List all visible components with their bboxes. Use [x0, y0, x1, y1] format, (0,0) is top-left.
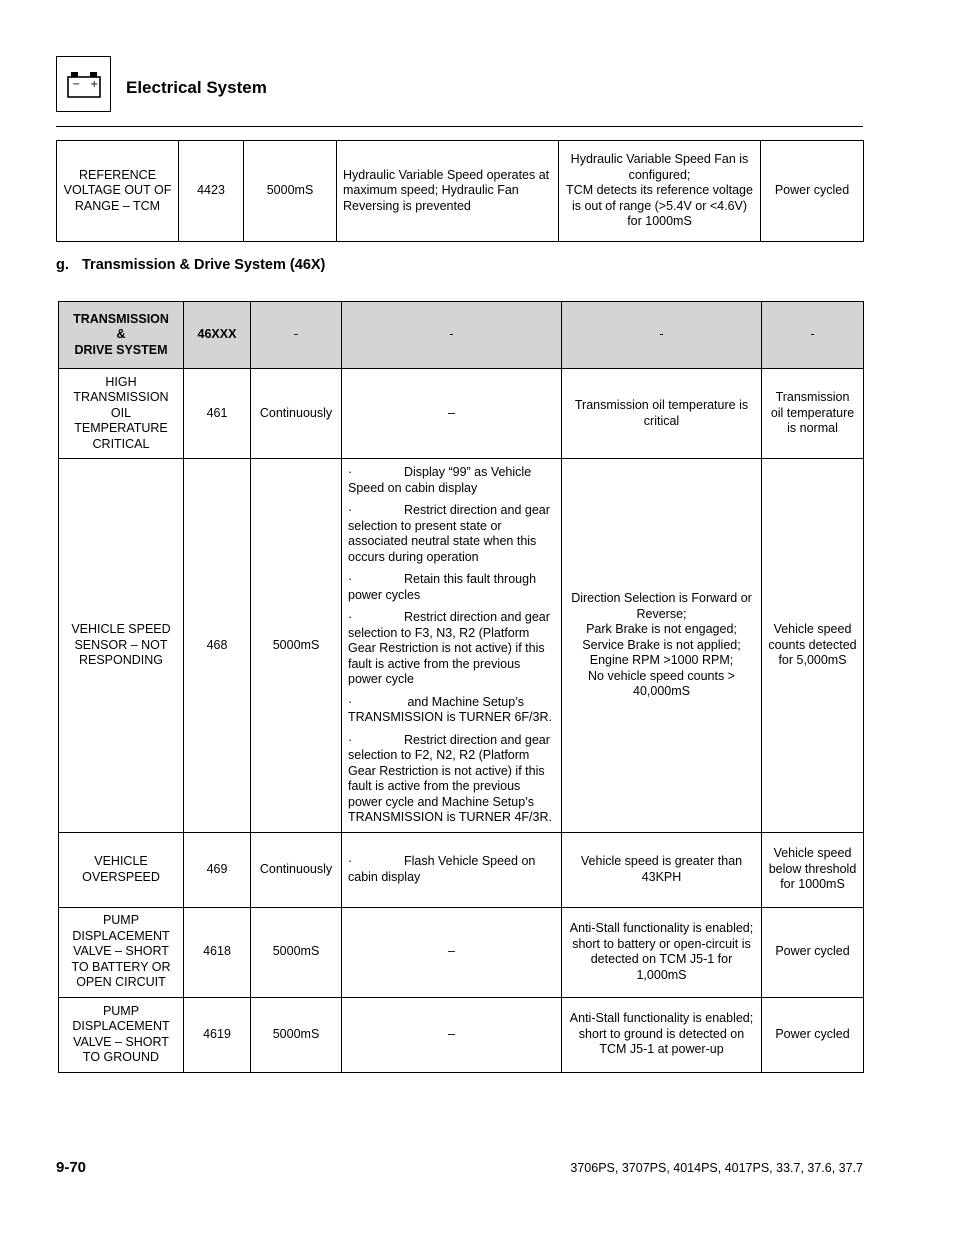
bullet-dot: · [348, 572, 353, 586]
action-bullet [348, 733, 555, 826]
fault-time: 5000mS [251, 997, 342, 1072]
fault-action: Hydraulic Variable Speed operates at maximum speed; Hydraulic Fan Reversing is prevented [337, 141, 559, 242]
subsection-letter: g. [56, 257, 69, 273]
fault-action-list [342, 459, 562, 833]
action-text: Display “99” as Vehicle Speed on cabin display [348, 465, 532, 495]
fault-reset: Power cycled [762, 907, 864, 997]
action-text: Restrict direction and gear selection to F3, N3, R2 (Platform Gear Restriction is not active) if this fault is active from the previous power cycle [348, 610, 550, 686]
header-divider [56, 126, 863, 127]
fault-name: VEHICLE SPEED SENSOR – NOT RESPONDING [59, 459, 184, 833]
bullet-dot: · [348, 694, 353, 709]
table-row [59, 907, 864, 997]
header-dash: - [342, 302, 562, 369]
header-line: & [116, 327, 126, 342]
table-row [59, 459, 864, 833]
action-bullet [348, 695, 555, 726]
model-list: 3706PS, 3707PS, 4014PS, 4017PS, 33.7, 37.6, 37.7 [570, 1161, 863, 1175]
condition-line: Engine RPM >1000 RPM; [589, 653, 734, 667]
section-title: Electrical System [126, 78, 267, 97]
bullet-dot: · [348, 465, 353, 479]
fault-name: PUMP DISPLACEMENT VALVE – SHORT TO BATTERY OR OPEN CIRCUIT [59, 907, 184, 997]
page-number: 9-70 [56, 1159, 87, 1176]
fault-time: 5000mS [251, 907, 342, 997]
fault-condition [562, 459, 762, 833]
fault-reset: Power cycled [761, 141, 864, 242]
section-icon-box [56, 56, 111, 112]
action-text: Flash Vehicle Speed on cabin display [348, 854, 536, 884]
condition-line: Hydraulic Variable Speed Fan is configured; [570, 152, 749, 182]
fault-code: 4423 [179, 141, 244, 242]
transmission-fault-table [58, 301, 864, 1073]
fault-code: 469 [184, 832, 251, 907]
fault-name: VEHICLE OVERSPEED [59, 832, 184, 907]
fault-time: Continuously [251, 832, 342, 907]
action-text: Restrict direction and gear selection to F2, N2, R2 (Platform Gear Restriction is not active) if this fault is active from the previous power cycle and Machine Setup’s TRANSMISSION is TURNER 4F/3R. [348, 732, 552, 824]
fault-name: HIGH TRANSMISSION OIL TEMPERATURE CRITICAL [59, 369, 184, 459]
table-row [59, 832, 864, 907]
bullet-dot: · [348, 610, 353, 624]
fault-condition: Anti-Stall functionality is enabled; short to battery or open-circuit is detected on TCM J5-1 for 1,000mS [562, 907, 762, 997]
header-dash: - [562, 302, 762, 369]
condition-line: TCM detects its reference voltage is out of range (>5.4V or <4.6V) for 1000mS [566, 183, 753, 229]
action-bullet [348, 572, 555, 603]
table-header-row [59, 302, 864, 369]
action-bullet [348, 465, 555, 496]
fault-time: Continuously [251, 369, 342, 459]
fault-action: – [342, 907, 562, 997]
table-row [59, 369, 864, 459]
fault-reset: Transmission oil temperature is normal [762, 369, 864, 459]
battery-icon [66, 71, 102, 99]
fault-reset: Vehicle speed counts detected for 5,000mS [762, 459, 864, 833]
fault-code: 4618 [184, 907, 251, 997]
header-group [59, 302, 184, 369]
header-dash: - [251, 302, 342, 369]
condition-line: Direction Selection is Forward or Reverse; [571, 591, 752, 621]
fault-name: REFERENCE VOLTAGE OUT OF RANGE – TCM [57, 141, 179, 242]
action-bullet [348, 610, 555, 688]
fault-condition: Vehicle speed is greater than 43KPH [562, 832, 762, 907]
action-bullet [348, 503, 555, 565]
header-line: DRIVE SYSTEM [74, 342, 168, 357]
condition-line: No vehicle speed counts > 40,000mS [588, 668, 735, 698]
fault-action-list [342, 832, 562, 907]
fault-code: 4619 [184, 997, 251, 1072]
fault-time: 5000mS [244, 141, 337, 242]
action-text: Retain this fault through power cycles [348, 572, 537, 602]
bullet-dot: · [348, 503, 353, 517]
subsection-title: Transmission & Drive System (46X) [82, 257, 326, 273]
header-dash: - [762, 302, 864, 369]
bullet-dot: · [348, 854, 353, 868]
table-row [57, 141, 864, 242]
fault-condition: Anti-Stall functionality is enabled; short to ground is detected on TCM J5-1 at power-up [562, 997, 762, 1072]
fault-table-continued [56, 140, 864, 242]
fault-code: 461 [184, 369, 251, 459]
fault-condition: Transmission oil temperature is critical [562, 369, 762, 459]
fault-reset: Power cycled [762, 997, 864, 1072]
battery-plus: + [90, 79, 99, 90]
subsection-heading [56, 257, 325, 273]
condition-line: Park Brake is not engaged; [586, 622, 737, 636]
action-text: and Machine Setup’s TRANSMISSION is TURNER 6F/3R. [348, 694, 552, 724]
fault-condition [559, 141, 761, 242]
action-text: Restrict direction and gear selection to present state or associated neutral state when this occurs during operation [348, 503, 550, 564]
fault-code: 468 [184, 459, 251, 833]
bullet-dot: · [348, 732, 353, 747]
fault-reset: Vehicle speed below threshold for 1000mS [762, 832, 864, 907]
fault-time: 5000mS [251, 459, 342, 833]
header-line: TRANSMISSION [73, 311, 169, 326]
fault-action: – [342, 369, 562, 459]
action-bullet [348, 854, 555, 885]
table-row [59, 997, 864, 1072]
condition-line: Service Brake is not applied; [582, 637, 741, 652]
fault-name: PUMP DISPLACEMENT VALVE – SHORT TO GROUND [59, 997, 184, 1072]
fault-action: – [342, 997, 562, 1072]
battery-minus: − [72, 79, 81, 90]
header-code: 46XXX [184, 302, 251, 369]
